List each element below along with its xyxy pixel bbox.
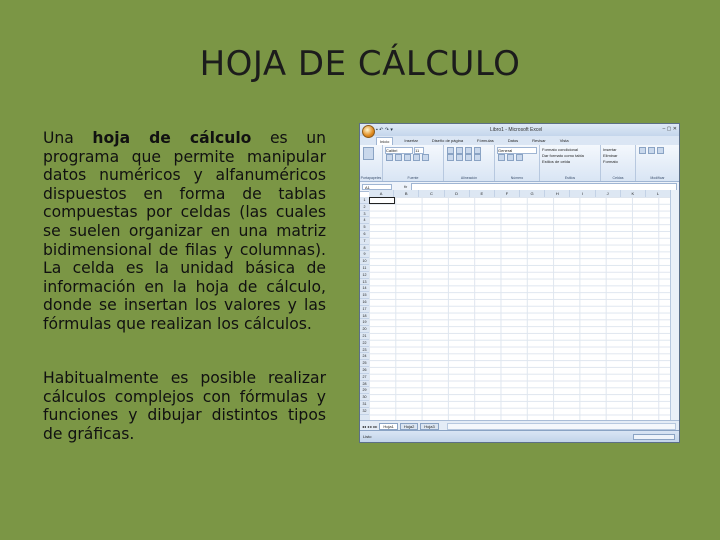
group-celdas: Insertar Eliminar Formato Celdas (601, 145, 636, 181)
row-header[interactable]: 27 (360, 374, 369, 381)
row-header[interactable]: 11 (360, 265, 369, 272)
function-icon[interactable]: fx (404, 184, 408, 189)
ribbon (360, 145, 679, 182)
align-center-icon[interactable] (456, 154, 463, 161)
wrap-text-icon[interactable] (474, 147, 481, 154)
row-header[interactable]: 32 (360, 408, 369, 415)
row-header[interactable]: 23 (360, 347, 369, 354)
align-right-icon[interactable] (465, 154, 472, 161)
tab-formulas[interactable]: Fórmulas (477, 138, 494, 143)
tab-diseno[interactable]: Diseño de página (431, 138, 464, 143)
row-header[interactable]: 25 (360, 360, 369, 367)
number-format-select[interactable]: General (497, 147, 537, 154)
excel-screenshot (359, 123, 680, 443)
row-header[interactable]: 20 (360, 326, 369, 333)
row-header[interactable]: 9 (360, 251, 369, 258)
column-header[interactable]: I (570, 190, 595, 197)
tab-inicio[interactable]: Inicio (376, 137, 393, 145)
row-header[interactable]: 31 (360, 401, 369, 408)
quick-access-toolbar[interactable]: ▪ ↶ ↷ ▾ (376, 127, 393, 133)
font-size-select[interactable]: 11 (414, 147, 424, 154)
row-header[interactable]: 26 (360, 367, 369, 374)
column-header[interactable]: A (369, 190, 394, 197)
office-button-icon[interactable] (362, 125, 375, 138)
row-header[interactable]: 3 (360, 211, 369, 218)
bold-term: hoja de cálculo (92, 129, 252, 147)
row-header[interactable]: 18 (360, 313, 369, 320)
vertical-scrollbar[interactable] (670, 190, 679, 420)
definition-paragraph: Una hoja de cálculo es un programa que permite manipular datos numéricos y alfanuméricos dispuestos en forma de tablas compuestas por celdas (las cuales se suelen organizar en una matriz bidimensional de filas y columnas). La celda es la unidad básica de información en la hoja de cálculo, donde se insertan los valores y las fórmulas que realizan los cálculos. (43, 129, 326, 333)
align-left-icon[interactable] (447, 154, 454, 161)
sheet-nav-arrows[interactable]: ◂◂ ◂ ▸ ▸▸ (362, 423, 378, 429)
row-header[interactable]: 4 (360, 217, 369, 224)
row-header[interactable]: 12 (360, 272, 369, 279)
group-modificar: Modificar (636, 145, 679, 181)
row-header[interactable]: 8 (360, 245, 369, 252)
ribbon-tabs (360, 136, 679, 145)
sort-icon[interactable] (648, 147, 655, 154)
name-box[interactable]: A1 (362, 184, 392, 190)
window-caption: Libro1 - Microsoft Excel (490, 127, 543, 133)
row-header[interactable]: 5 (360, 224, 369, 231)
delete-cells-button[interactable]: Eliminar (603, 153, 618, 158)
paste-icon[interactable] (363, 147, 374, 160)
format-cells-button[interactable]: Formato (603, 159, 618, 164)
spreadsheet-grid (360, 190, 679, 420)
tab-revisar[interactable]: Revisar (532, 138, 546, 143)
column-header[interactable]: L (646, 190, 671, 197)
horizontal-scrollbar[interactable] (447, 423, 676, 430)
row-header[interactable]: 22 (360, 340, 369, 347)
capabilities-paragraph: Habitualmente es posible realizar cálculos complejos con fórmulas y funciones y dibujar distintos tipos de gráficas. (43, 369, 326, 443)
row-header[interactable]: 30 (360, 394, 369, 401)
row-header[interactable]: 19 (360, 319, 369, 326)
column-header[interactable]: F (495, 190, 520, 197)
find-icon[interactable] (657, 147, 664, 154)
group-fuente: Calibri 11 Fuente (383, 145, 444, 181)
excel-titlebar (360, 124, 679, 136)
column-header[interactable]: G (520, 190, 545, 197)
group-portapapeles: Portapapeles (360, 145, 383, 181)
row-header[interactable]: 6 (360, 231, 369, 238)
cell-styles-button[interactable]: Estilos de celda (542, 159, 571, 164)
underline-icon[interactable] (404, 154, 411, 161)
zoom-slider[interactable] (633, 434, 675, 440)
row-header[interactable]: 17 (360, 306, 369, 313)
column-header[interactable]: K (621, 190, 646, 197)
sheet-tab-3[interactable]: Hoja3 (420, 423, 438, 430)
tab-datos[interactable]: Datos (507, 138, 519, 143)
tab-vista[interactable]: Vista (559, 138, 569, 143)
currency-icon[interactable] (498, 154, 505, 161)
column-header[interactable]: J (596, 190, 621, 197)
insert-cells-button[interactable]: Insertar (603, 147, 617, 152)
column-header[interactable]: D (445, 190, 470, 197)
group-numero: General Número (495, 145, 540, 181)
row-header[interactable]: 29 (360, 387, 369, 394)
group-estilos: Formato condicional Dar formato como tabla Estilos de celda Estilos (540, 145, 601, 181)
window-controls[interactable]: – ▢ ✕ (662, 126, 677, 132)
row-header[interactable]: 24 (360, 353, 369, 360)
bold-icon[interactable] (386, 154, 393, 161)
cell-area[interactable] (369, 197, 671, 420)
align-middle-icon[interactable] (456, 147, 463, 154)
column-header[interactable]: H (545, 190, 570, 197)
fill-color-icon[interactable] (422, 154, 429, 161)
row-header[interactable]: 28 (360, 381, 369, 388)
thousands-icon[interactable] (516, 154, 523, 161)
slide-title: HOJA DE CÁLCULO (199, 44, 521, 84)
column-header[interactable]: E (470, 190, 495, 197)
row-header[interactable]: 2 (360, 204, 369, 211)
sheet-tab-2[interactable]: Hoja2 (400, 423, 418, 430)
percent-icon[interactable] (507, 154, 514, 161)
row-header[interactable]: 7 (360, 238, 369, 245)
sum-icon[interactable] (639, 147, 646, 154)
font-name-select[interactable]: Calibri (385, 147, 413, 154)
conditional-format-button[interactable]: Formato condicional (542, 147, 579, 152)
sheet-tab-1[interactable]: Hoja1 (379, 423, 397, 430)
row-header[interactable]: 1 (360, 197, 369, 204)
group-alineacion: Alineación (444, 145, 495, 181)
row-header[interactable]: 14 (360, 285, 369, 292)
column-header[interactable]: B (394, 190, 419, 197)
border-icon[interactable] (413, 154, 420, 161)
column-header[interactable]: C (419, 190, 444, 197)
row-header[interactable]: 16 (360, 299, 369, 306)
align-top-icon[interactable] (447, 147, 454, 154)
row-header[interactable]: 21 (360, 333, 369, 340)
merge-icon[interactable] (474, 154, 481, 161)
format-as-table-button[interactable]: Dar formato como tabla (542, 153, 584, 158)
tab-insertar[interactable]: Insertar (404, 138, 418, 143)
status-bar (360, 430, 679, 442)
align-bottom-icon[interactable] (465, 147, 472, 154)
italic-icon[interactable] (395, 154, 402, 161)
status-text: Listo (363, 434, 372, 439)
row-header[interactable]: 13 (360, 279, 369, 286)
active-cell[interactable] (369, 197, 395, 204)
row-header[interactable]: 10 (360, 258, 369, 265)
row-header[interactable]: 15 (360, 292, 369, 299)
